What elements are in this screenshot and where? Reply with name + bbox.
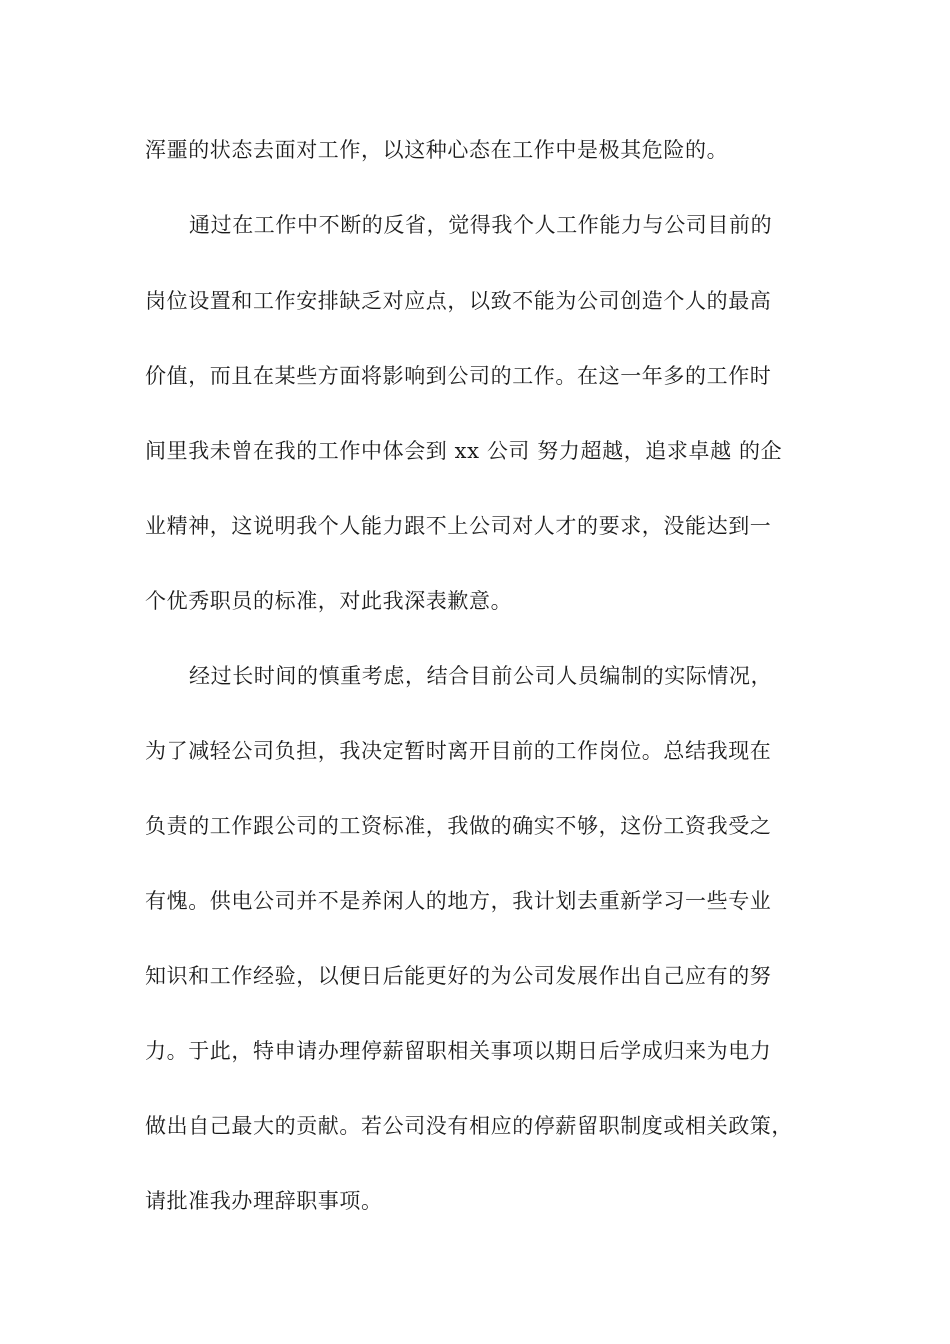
text-line: 浑噩的状态去面对工作，以这种心态在工作中是极其危险的。 bbox=[145, 138, 729, 162]
text-line: 请批准我办理辞职事项。 bbox=[145, 1189, 383, 1213]
text-line: 力。于此，特申请办理停薪留职相关事项以期日后学成归来为电力 bbox=[145, 1039, 772, 1063]
text-line: 价值，而且在某些方面将影响到公司的工作。在这一年多的工作时 bbox=[145, 364, 772, 388]
text-line: 负责的工作跟公司的工资标准，我做的确实不够，这份工资我受之 bbox=[145, 814, 772, 838]
text-line: 业精神，这说明我个人能力跟不上公司对人才的要求，没能达到一 bbox=[145, 514, 772, 538]
text-line: 间里我未曾在我的工作中体会到 xx 公司 努力超越，追求卓越 的企 bbox=[145, 439, 783, 463]
text-line: 为了减轻公司负担，我决定暂时离开目前的工作岗位。总结我现在 bbox=[145, 739, 772, 763]
text-line: 有愧。供电公司并不是养闲人的地方，我计划去重新学习一些专业 bbox=[145, 889, 772, 913]
paragraph-start-line: 经过长时间的慎重考虑，结合目前公司人员编制的实际情况， bbox=[189, 664, 773, 688]
text-line: 岗位设置和工作安排缺乏对应点，以致不能为公司创造个人的最高 bbox=[145, 289, 772, 313]
paragraph-start-line: 通过在工作中不断的反省，觉得我个人工作能力与公司目前的 bbox=[189, 213, 773, 237]
text-line: 个优秀职员的标准，对此我深表歉意。 bbox=[145, 589, 513, 613]
text-line: 做出自己最大的贡献。若公司没有相应的停薪留职制度或相关政策， bbox=[145, 1114, 793, 1138]
text-line: 知识和工作经验，以便日后能更好的为公司发展作出自己应有的努 bbox=[145, 964, 772, 988]
